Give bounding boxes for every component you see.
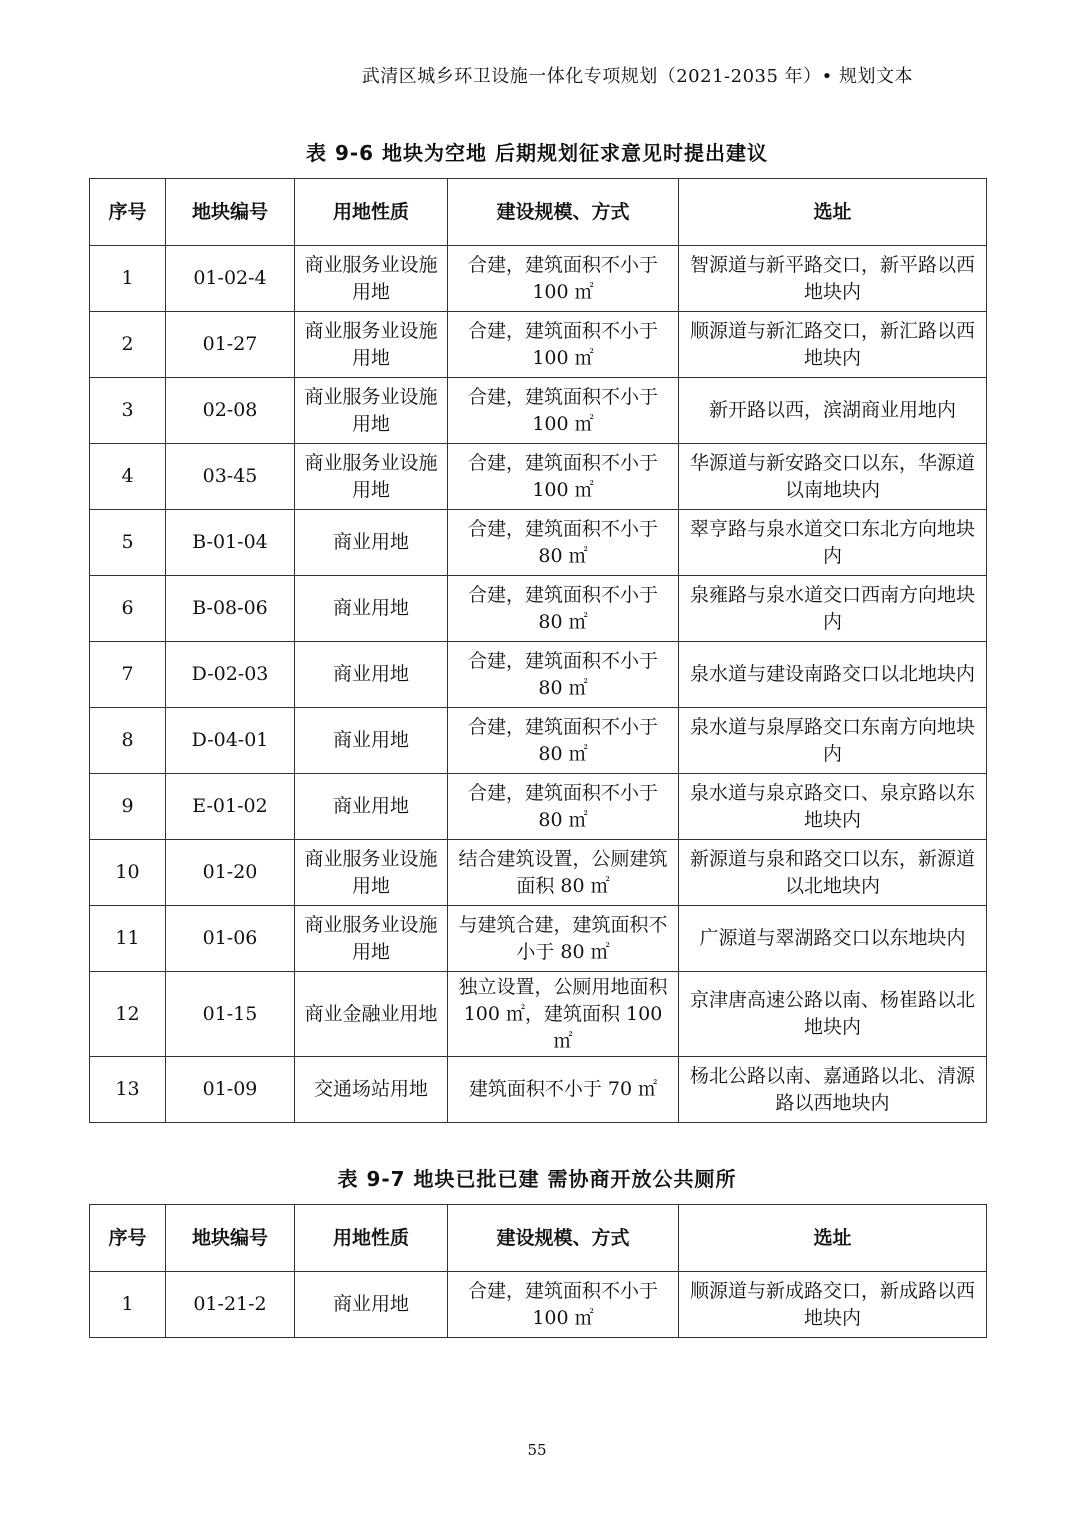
cell-index: 11 [90, 906, 166, 972]
table-row [90, 510, 987, 576]
cell-index: 4 [90, 444, 166, 510]
cell-index: 13 [90, 1057, 166, 1123]
cell-location: 泉水道与泉京路交口、泉京路以东地块内 [679, 774, 987, 840]
cell-index: 7 [90, 642, 166, 708]
col-header-land-use: 用地性质 [295, 1205, 448, 1272]
cell-location: 新开路以西，滨湖商业用地内 [679, 378, 987, 444]
cell-land-use: 商业金融业用地 [295, 972, 448, 1057]
table-row [90, 246, 987, 312]
cell-land-use: 商业用地 [295, 576, 448, 642]
cell-location: 智源道与新平路交口，新平路以西地块内 [679, 246, 987, 312]
cell-location: 泉雍路与泉水道交口西南方向地块内 [679, 576, 987, 642]
cell-scale: 合建，建筑面积不小于 100 ㎡ [448, 246, 679, 312]
cell-index: 1 [90, 246, 166, 312]
table-row [90, 774, 987, 840]
cell-scale: 与建筑合建，建筑面积不小于 80 ㎡ [448, 906, 679, 972]
col-header-index: 序号 [90, 179, 166, 246]
cell-location: 新源道与泉和路交口以东，新源道以北地块内 [679, 840, 987, 906]
col-header-location: 选址 [679, 179, 987, 246]
table-row [90, 642, 987, 708]
cell-land-use: 商业用地 [295, 510, 448, 576]
cell-land-use: 商业用地 [295, 642, 448, 708]
running-header: 武清区城乡环卫设施一体化专项规划（2021-2035 年）• 规划文本 [361, 66, 913, 87]
cell-location: 京津唐高速公路以南、杨崔路以北地块内 [679, 972, 987, 1057]
cell-location: 华源道与新安路交口以东，华源道以南地块内 [679, 444, 987, 510]
cell-land-use: 商业服务业设施用地 [295, 312, 448, 378]
cell-land-use: 商业用地 [295, 774, 448, 840]
cell-index: 12 [90, 972, 166, 1057]
cell-index: 5 [90, 510, 166, 576]
cell-index: 6 [90, 576, 166, 642]
cell-location: 泉水道与泉厚路交口东南方向地块内 [679, 708, 987, 774]
table-row [90, 378, 987, 444]
cell-plot-id: 01-27 [166, 312, 295, 378]
table-9-6 [89, 178, 987, 1123]
cell-plot-id: B-08-06 [166, 576, 295, 642]
col-header-plot-id: 地块编号 [166, 1205, 295, 1272]
cell-plot-id: 01-06 [166, 906, 295, 972]
cell-plot-id: 01-20 [166, 840, 295, 906]
col-header-plot-id: 地块编号 [166, 179, 295, 246]
cell-plot-id: 01-15 [166, 972, 295, 1057]
table-9-7 [89, 1204, 987, 1338]
cell-plot-id: 01-21-2 [166, 1272, 295, 1338]
table-row [90, 708, 987, 774]
cell-location: 杨北公路以南、嘉通路以北、清源路以西地块内 [679, 1057, 987, 1123]
cell-land-use: 商业服务业设施用地 [295, 444, 448, 510]
cell-index: 1 [90, 1272, 166, 1338]
cell-land-use: 商业服务业设施用地 [295, 906, 448, 972]
table-9-6-caption: 表 9-6 地块为空地 后期规划征求意见时提出建议 [305, 141, 769, 165]
cell-index: 10 [90, 840, 166, 906]
cell-location: 泉水道与建设南路交口以北地块内 [679, 642, 987, 708]
cell-plot-id: 01-09 [166, 1057, 295, 1123]
cell-land-use: 商业用地 [295, 1272, 448, 1338]
cell-scale: 合建，建筑面积不小于 80 ㎡ [448, 774, 679, 840]
table-9-7-caption: 表 9-7 地块已批已建 需协商开放公共厕所 [337, 1167, 737, 1191]
cell-land-use: 商业用地 [295, 708, 448, 774]
cell-land-use: 商业服务业设施用地 [295, 840, 448, 906]
cell-land-use: 商业服务业设施用地 [295, 246, 448, 312]
cell-plot-id: 01-02-4 [166, 246, 295, 312]
cell-plot-id: 02-08 [166, 378, 295, 444]
cell-index: 8 [90, 708, 166, 774]
col-header-scale: 建设规模、方式 [448, 1205, 679, 1272]
cell-scale: 结合建筑设置，公厕建筑面积 80 ㎡ [448, 840, 679, 906]
cell-location: 广源道与翠湖路交口以东地块内 [679, 906, 987, 972]
col-header-location: 选址 [679, 1205, 987, 1272]
table-row [90, 972, 987, 1057]
table-row [90, 312, 987, 378]
col-header-land-use: 用地性质 [295, 179, 448, 246]
cell-plot-id: D-02-03 [166, 642, 295, 708]
cell-index: 9 [90, 774, 166, 840]
cell-scale: 合建，建筑面积不小于 80 ㎡ [448, 510, 679, 576]
cell-scale: 合建，建筑面积不小于 100 ㎡ [448, 1272, 679, 1338]
cell-index: 2 [90, 312, 166, 378]
table-row [90, 1272, 987, 1338]
table-row [90, 576, 987, 642]
cell-scale: 合建，建筑面积不小于 100 ㎡ [448, 312, 679, 378]
cell-index: 3 [90, 378, 166, 444]
table-header-row [90, 1205, 987, 1272]
col-header-index: 序号 [90, 1205, 166, 1272]
cell-land-use: 交通场站用地 [295, 1057, 448, 1123]
cell-location: 翠亨路与泉水道交口东北方向地块内 [679, 510, 987, 576]
cell-location: 顺源道与新汇路交口，新汇路以西地块内 [679, 312, 987, 378]
cell-scale: 合建，建筑面积不小于 100 ㎡ [448, 378, 679, 444]
cell-scale: 合建，建筑面积不小于 80 ㎡ [448, 708, 679, 774]
cell-scale: 合建，建筑面积不小于 80 ㎡ [448, 576, 679, 642]
cell-plot-id: B-01-04 [166, 510, 295, 576]
cell-scale: 独立设置，公厕用地面积 100 ㎡，建筑面积 100 ㎡ [448, 972, 679, 1057]
page-number: 55 [527, 1441, 547, 1459]
table-row [90, 840, 987, 906]
table-row [90, 906, 987, 972]
cell-plot-id: E-01-02 [166, 774, 295, 840]
cell-scale: 合建，建筑面积不小于 100 ㎡ [448, 444, 679, 510]
cell-plot-id: 03-45 [166, 444, 295, 510]
cell-land-use: 商业服务业设施用地 [295, 378, 448, 444]
cell-scale: 合建，建筑面积不小于 80 ㎡ [448, 642, 679, 708]
cell-location: 顺源道与新成路交口，新成路以西地块内 [679, 1272, 987, 1338]
cell-scale: 建筑面积不小于 70 ㎡ [448, 1057, 679, 1123]
table-row [90, 1057, 987, 1123]
cell-plot-id: D-04-01 [166, 708, 295, 774]
col-header-scale: 建设规模、方式 [448, 179, 679, 246]
table-row [90, 444, 987, 510]
table-header-row [90, 179, 987, 246]
